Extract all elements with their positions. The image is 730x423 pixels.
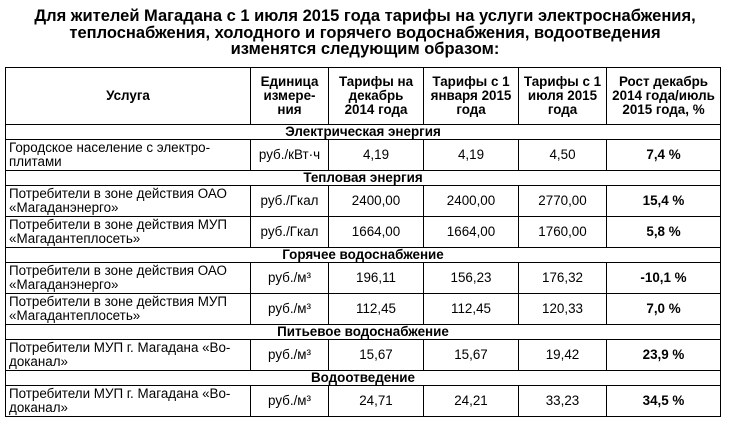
cell-service: Городское население с электро-плитами [6,140,251,171]
cell-tariff-dec-2014: 4,19 [329,140,424,171]
cell-growth: 5,8 % [607,217,721,248]
cell-tariff-jan-2015: 4,19 [424,140,519,171]
table-row [6,294,721,325]
cell-tariff-jan-2015: 2400,00 [424,186,519,217]
title-line-2: теплоснабжения, холодного и горячего водоснабжения, водоотведения [69,23,661,42]
cell-unit: руб./м³ [251,263,329,294]
cell-unit: руб./Гкал [251,186,329,217]
cell-tariff-jan-2015: 1664,00 [424,217,519,248]
cell-service: Потребители МУП г. Магадана «Во-доканал» [6,386,251,417]
cell-tariff-jul-2015: 33,23 [519,386,607,417]
section-row [6,125,721,140]
cell-tariff-dec-2014: 24,71 [329,386,424,417]
table-row [6,186,721,217]
cell-tariff-dec-2014: 15,67 [329,340,424,371]
section-drinking-water: Питьевое водоснабжение [6,325,721,340]
cell-tariff-jul-2015: 4,50 [519,140,607,171]
title-line-1: Для жителей Магадана с 1 июля 2015 года тарифы на услуги электроснабжения, [34,7,696,25]
cell-unit: руб./Гкал [251,217,329,248]
table-row [6,263,721,294]
table-header-row [6,68,721,125]
section-hot-water: Горячее водоснабжение [6,248,721,263]
header-growth: Рост декабрь 2014 года/июль 2015 года, % [607,68,721,125]
cell-tariff-jul-2015: 176,32 [519,263,607,294]
cell-growth: 34,5 % [607,386,721,417]
cell-service: Потребители в зоне действия ОАО «Магаданэнерго» [6,263,251,294]
table-row [6,386,721,417]
cell-service: Потребители в зоне действия МУП «Магадантеплосеть» [6,217,251,248]
cell-tariff-jan-2015: 15,67 [424,340,519,371]
header-unit: Единица измере-ния [251,68,329,125]
cell-tariff-jan-2015: 156,23 [424,263,519,294]
cell-growth: 7,0 % [607,294,721,325]
cell-growth: 23,9 % [607,340,721,371]
cell-tariff-dec-2014: 196,11 [329,263,424,294]
cell-tariff-jul-2015: 19,42 [519,340,607,371]
header-tariff-dec-2014: Тарифы на декабрь 2014 года [329,68,424,125]
cell-tariff-jan-2015: 24,21 [424,386,519,417]
cell-tariff-dec-2014: 112,45 [329,294,424,325]
cell-tariff-jan-2015: 112,45 [424,294,519,325]
section-row [6,325,721,340]
tariffs-table [5,67,721,417]
page-title [0,8,730,58]
cell-service: Потребители в зоне действия ОАО «Магаданэнерго» [6,186,251,217]
cell-service: Потребители МУП г. Магадана «Во-доканал» [6,340,251,371]
cell-tariff-dec-2014: 1664,00 [329,217,424,248]
table-row [6,140,721,171]
section-row [6,248,721,263]
cell-unit: руб./м³ [251,294,329,325]
header-tariff-jan-2015: Тарифы с 1 января 2015 года [424,68,519,125]
cell-tariff-jul-2015: 120,33 [519,294,607,325]
title-line-3: изменятся следующим образом: [230,40,500,58]
cell-unit: руб./кВт·ч [251,140,329,171]
cell-tariff-jul-2015: 2770,00 [519,186,607,217]
header-service: Услуга [6,68,251,125]
cell-tariff-dec-2014: 2400,00 [329,186,424,217]
cell-growth: 7,4 % [607,140,721,171]
header-tariff-jul-2015: Тарифы с 1 июля 2015 года [519,68,607,125]
cell-growth: 15,4 % [607,186,721,217]
table-row [6,340,721,371]
section-row [6,171,721,186]
cell-unit: руб./м³ [251,340,329,371]
table-row [6,217,721,248]
section-wastewater: Водоотведение [6,371,721,386]
cell-tariff-jul-2015: 1760,00 [519,217,607,248]
cell-unit: руб./м³ [251,386,329,417]
section-electric-energy: Электрическая энергия [6,125,721,140]
section-row [6,371,721,386]
cell-service: Потребители в зоне действия МУП «Магадантеплосеть» [6,294,251,325]
cell-growth: -10,1 % [607,263,721,294]
section-heat-energy: Тепловая энергия [6,171,721,186]
